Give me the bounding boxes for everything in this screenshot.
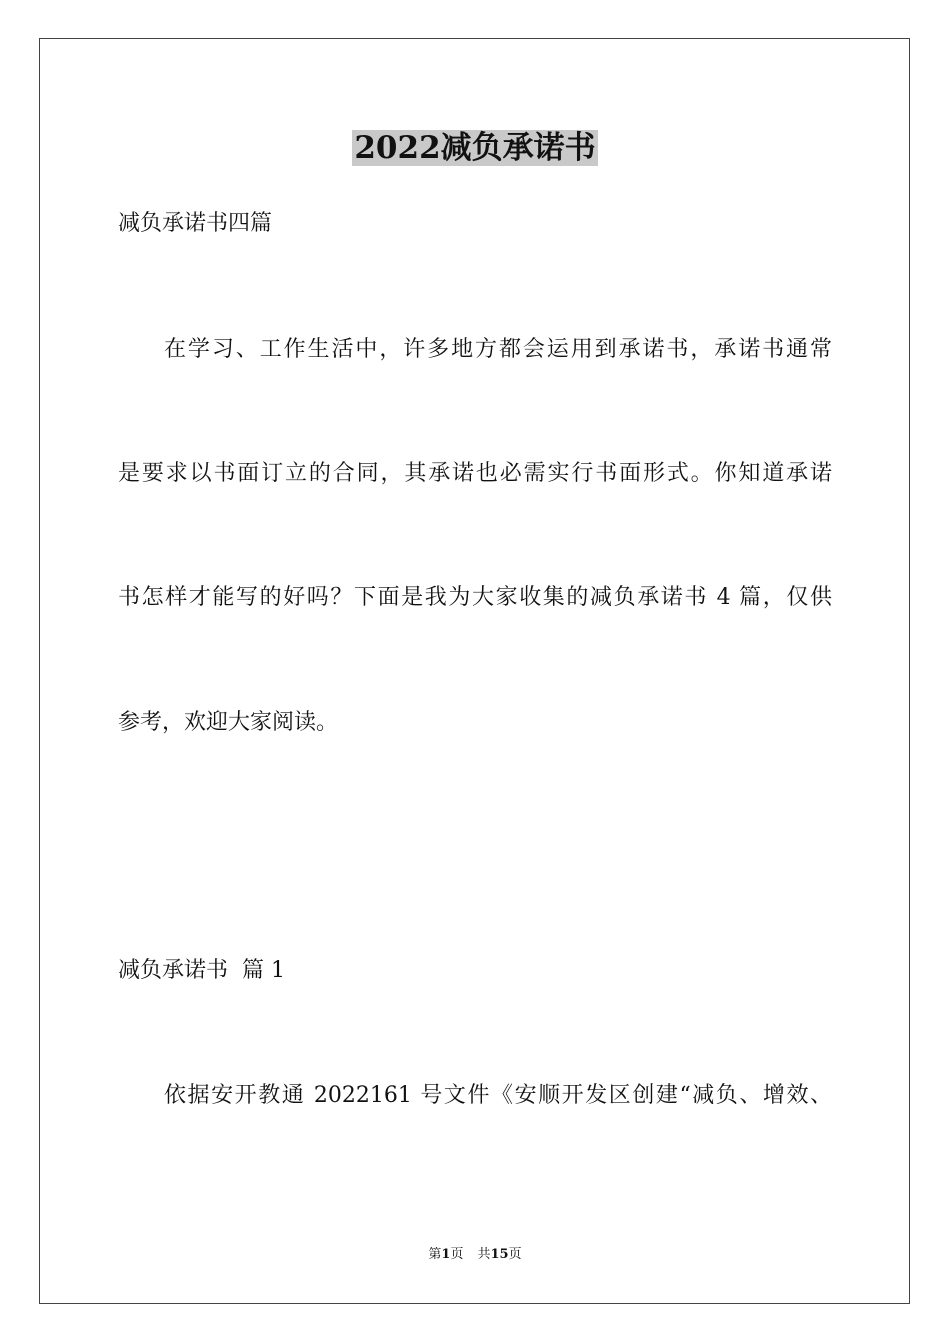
intro-line-2: 是要求以书面订立的合同，其承诺也必需实行书面形式。你知道承诺 xyxy=(118,461,832,486)
footer-page-suffix: 页 xyxy=(450,1247,464,1262)
page-footer xyxy=(0,1246,950,1264)
document-title-text: 2022减负承诺书 xyxy=(354,130,596,166)
footer-total-suffix: 页 xyxy=(508,1247,522,1262)
intro-line-1: 在学习、工作生活中，许多地方都会运用到承诺书，承诺书通常 xyxy=(164,337,832,362)
document-subtitle: 减负承诺书四篇 xyxy=(118,211,273,236)
intro-line-3: 书怎样才能写的好吗？下面是我为大家收集的减负承诺书 4 篇，仅供 xyxy=(118,585,832,610)
footer-total-prefix: 共 xyxy=(477,1247,491,1262)
document-title xyxy=(0,128,950,168)
intro-line-4: 参考，欢迎大家阅读。 xyxy=(118,710,339,735)
section-line-1: 依据安开教通 2022161 号文件《安顺开发区创建“减负、增效、 xyxy=(164,1083,832,1108)
footer-total-pages: 15 xyxy=(490,1247,509,1262)
section-heading: 减负承诺书 篇 1 xyxy=(118,958,285,983)
footer-page-number: 1 xyxy=(441,1247,451,1262)
footer-page-prefix: 第 xyxy=(428,1247,442,1262)
